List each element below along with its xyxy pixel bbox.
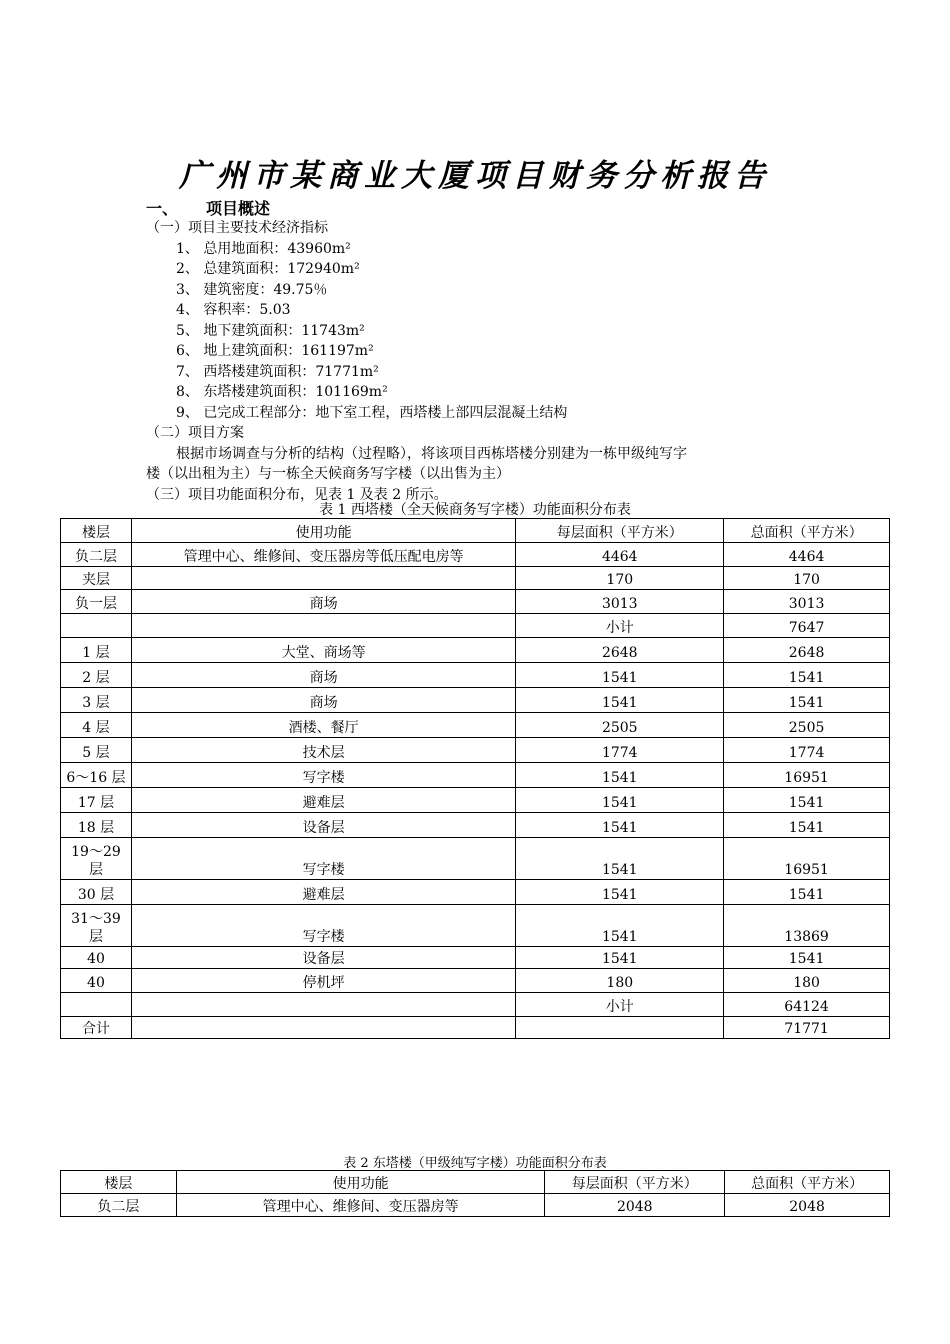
column-header: 使用功能 — [131, 519, 515, 543]
table-cell: 管理中心、维修间、变压器房等低压配电房等 — [131, 543, 515, 567]
subheading-indicators: （一）项目主要技术经济指标 — [146, 220, 328, 236]
table-cell: 管理中心、维修间、变压器房等 — [176, 1194, 545, 1217]
table-cell: 2648 — [724, 638, 890, 663]
table-cell: 1541 — [724, 880, 890, 905]
table-cell: 合计 — [61, 1017, 132, 1039]
column-header: 楼层 — [61, 519, 132, 543]
table-cell: 16951 — [724, 838, 890, 880]
table-header-row — [61, 1171, 890, 1194]
table-cell: 1541 — [516, 880, 724, 905]
column-header: 楼层 — [61, 1171, 177, 1194]
table-cell: 71771 — [724, 1017, 890, 1039]
indicator-item: 9、 已完成工程部分：地下室工程，西塔楼上部四层混凝土结构 — [176, 404, 568, 421]
section-heading — [146, 196, 270, 219]
table1-caption: 表 1 西塔楼（全天候商务写字楼）功能面积分布表 — [319, 502, 631, 518]
table-cell: 2648 — [516, 638, 724, 663]
table-cell: 1541 — [516, 688, 724, 713]
table-row — [61, 1017, 890, 1039]
column-header: 总面积（平方米） — [725, 1171, 890, 1194]
table-cell: 2505 — [724, 713, 890, 738]
table-row — [61, 590, 890, 614]
plan-paragraph-line: 楼（以出租为主）与一栋全天候商务写字楼（以出售为主） — [146, 466, 510, 482]
table-cell: 夹层 — [61, 567, 132, 590]
table-cell: 避难层 — [131, 788, 515, 813]
table-cell: 170 — [516, 567, 724, 590]
table-cell: 16951 — [724, 763, 890, 788]
table-row — [61, 1194, 890, 1217]
table-cell: 1541 — [516, 788, 724, 813]
table-cell: 写字楼 — [131, 905, 515, 947]
table-cell: 1541 — [516, 947, 724, 969]
table-cell — [516, 1017, 724, 1039]
table-cell: 写字楼 — [131, 763, 515, 788]
table-row — [61, 638, 890, 663]
table-cell: 商场 — [131, 590, 515, 614]
table-cell: 小计 — [516, 993, 724, 1017]
table-row — [61, 880, 890, 905]
table2-caption: 表 2 东塔楼（甲级纯写字楼）功能面积分布表 — [343, 1156, 607, 1171]
indicator-item: 2、 总建筑面积：172940m² — [176, 261, 360, 277]
table-cell: 7647 — [724, 614, 890, 638]
column-header: 每层面积（平方米） — [516, 519, 724, 543]
table-row — [61, 947, 890, 969]
table-cell: 17 层 — [61, 788, 132, 813]
table-cell: 1774 — [516, 738, 724, 763]
page-title: 广州市某商业大厦项目财务分析报告 — [179, 158, 771, 194]
table-cell: 1541 — [516, 663, 724, 688]
table-row — [61, 738, 890, 763]
table-cell: 写字楼 — [131, 838, 515, 880]
plan-paragraph-line: 根据市场调查与分析的结构（过程略），将该项目西栋塔楼分别建为一栋甲级纯写字 — [176, 445, 687, 462]
table-cell: 1541 — [516, 763, 724, 788]
table-cell: 4464 — [724, 543, 890, 567]
table-row — [61, 663, 890, 688]
table-cell: 180 — [516, 969, 724, 993]
indicator-item: 8、 东塔楼建筑面积：101169m² — [176, 384, 388, 400]
table-cell: 2505 — [516, 713, 724, 738]
table-cell: 小计 — [516, 614, 724, 638]
indicator-item: 6、 地上建筑面积：161197m² — [176, 343, 374, 359]
table-cell: 5 层 — [61, 738, 132, 763]
indicator-item: 4、 容积率：5.03 — [176, 302, 291, 318]
table-row — [61, 688, 890, 713]
table-cell: 商场 — [131, 663, 515, 688]
overview-text — [146, 218, 826, 505]
table-cell: 负一层 — [61, 590, 132, 614]
table-header-row — [61, 519, 890, 543]
column-header: 总面积（平方米） — [724, 519, 890, 543]
table-row — [61, 969, 890, 993]
table-row — [61, 905, 890, 947]
table-cell: 避难层 — [131, 880, 515, 905]
column-header: 每层面积（平方米） — [545, 1171, 725, 1194]
table-cell: 1 层 — [61, 638, 132, 663]
table-row — [61, 567, 890, 590]
table-cell: 2048 — [725, 1194, 890, 1217]
indicator-item: 1、 总用地面积：43960m² — [176, 240, 351, 257]
table-cell — [131, 614, 515, 638]
table-row — [61, 713, 890, 738]
table-cell — [131, 1017, 515, 1039]
table-cell: 2048 — [545, 1194, 725, 1217]
table-cell: 4 层 — [61, 713, 132, 738]
indicator-item: 5、 地下建筑面积：11743m² — [176, 322, 365, 339]
table-row — [61, 763, 890, 788]
table-cell: 170 — [724, 567, 890, 590]
table-cell: 酒楼、餐厅 — [131, 713, 515, 738]
table-cell: 1541 — [724, 788, 890, 813]
table-cell: 4464 — [516, 543, 724, 567]
indicator-item: 3、 建筑密度：49.75％ — [176, 281, 328, 298]
table-cell: 技术层 — [131, 738, 515, 763]
table-cell: 商场 — [131, 688, 515, 713]
table-cell: 停机坪 — [131, 969, 515, 993]
table-cell: 3 层 — [61, 688, 132, 713]
table-cell: 180 — [724, 969, 890, 993]
subheading-plan: （二）项目方案 — [146, 425, 244, 441]
table-cell: 1541 — [724, 688, 890, 713]
table-east-tower — [60, 1170, 890, 1217]
section-title: 项目概述 — [206, 199, 271, 218]
table-cell: 2 层 — [61, 663, 132, 688]
table-cell: 1541 — [724, 947, 890, 969]
table-cell — [131, 567, 515, 590]
indicator-item: 7、 西塔楼建筑面积：71771m² — [176, 363, 379, 380]
table-west-tower — [60, 518, 890, 1039]
subheading-area: （三）项目功能面积分布，见表 1 及表 2 所示。 — [146, 486, 448, 503]
table-row — [61, 838, 890, 880]
table-cell: 6～16 层 — [61, 763, 132, 788]
table-row — [61, 993, 890, 1017]
table-cell: 19～29 层 — [61, 838, 132, 880]
table-cell: 18 层 — [61, 813, 132, 838]
table-cell: 3013 — [724, 590, 890, 614]
table-row — [61, 543, 890, 567]
table-cell — [131, 993, 515, 1017]
table-row — [61, 614, 890, 638]
table-cell — [61, 614, 132, 638]
column-header: 使用功能 — [176, 1171, 545, 1194]
table-cell: 3013 — [516, 590, 724, 614]
table-cell: 1541 — [516, 813, 724, 838]
table-cell: 30 层 — [61, 880, 132, 905]
table-cell: 设备层 — [131, 947, 515, 969]
table-cell — [61, 993, 132, 1017]
table-cell: 13869 — [724, 905, 890, 947]
table-cell: 1541 — [724, 663, 890, 688]
table-cell: 40 — [61, 969, 132, 993]
table-cell: 1541 — [724, 813, 890, 838]
table-row — [61, 813, 890, 838]
section-number: 一、 — [146, 199, 179, 218]
table-cell: 1541 — [516, 905, 724, 947]
table-cell: 大堂、商场等 — [131, 638, 515, 663]
table-cell: 64124 — [724, 993, 890, 1017]
table-cell: 40 — [61, 947, 132, 969]
table-row — [61, 788, 890, 813]
table-cell: 负二层 — [61, 1194, 177, 1217]
table-cell: 31～39 层 — [61, 905, 132, 947]
table-cell: 1541 — [516, 838, 724, 880]
table-cell: 负二层 — [61, 543, 132, 567]
table-cell: 设备层 — [131, 813, 515, 838]
table-cell: 1774 — [724, 738, 890, 763]
